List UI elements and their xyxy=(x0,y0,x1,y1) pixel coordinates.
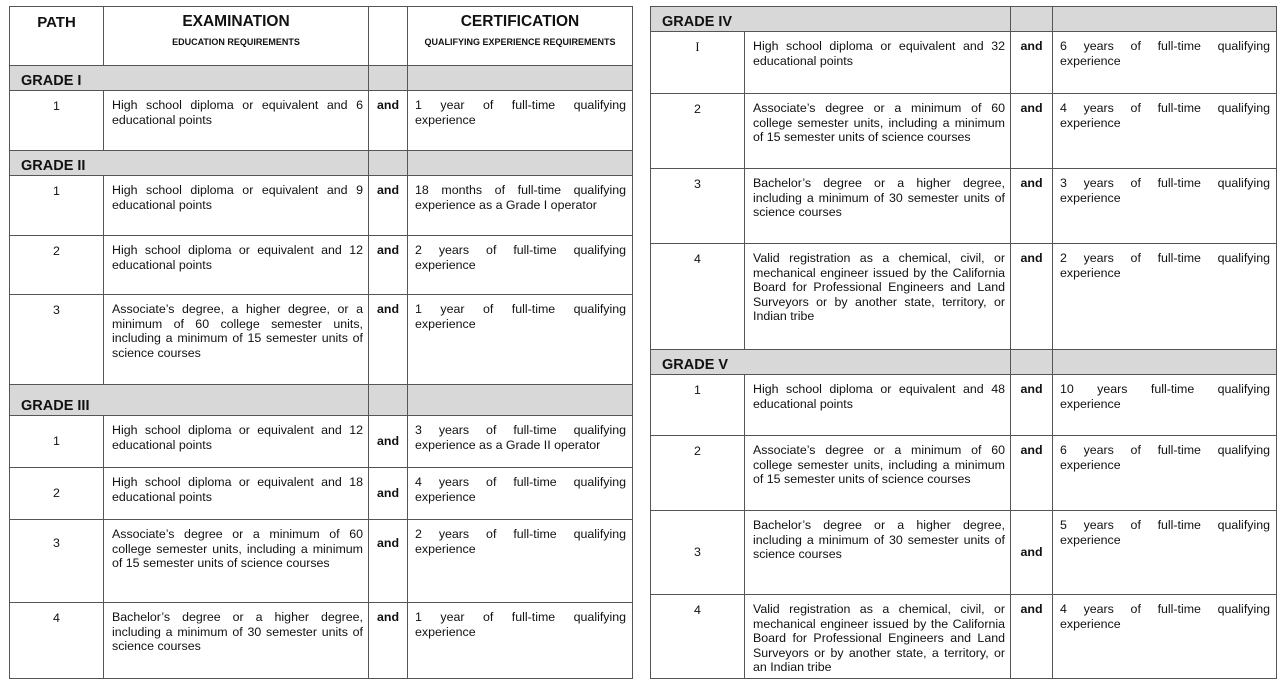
and-connector: and xyxy=(1011,94,1053,169)
header-row xyxy=(10,7,633,66)
and-connector: and xyxy=(1011,511,1053,595)
and-connector: and xyxy=(369,176,408,236)
grade-label: GRADE V xyxy=(651,350,1011,375)
education-requirement: Associate’s degree or a minimum of 60 college semester units, including a minimum of 15 semester units of science courses xyxy=(104,520,369,603)
table-row xyxy=(651,32,1277,94)
and-connector: and xyxy=(369,416,408,468)
experience-requirement: 3 years of full-time qualifying experience as a Grade II operator xyxy=(408,416,633,468)
path-number: 1 xyxy=(651,375,745,436)
and-connector: and xyxy=(369,468,408,520)
requirements-table-right xyxy=(650,6,1277,679)
and-connector: and xyxy=(369,236,408,295)
experience-requirement: 4 years of full-time qualifying experience xyxy=(1053,94,1277,169)
experience-requirement: 18 months of full-time qualifying experience as a Grade I operator xyxy=(408,176,633,236)
grade-label: GRADE I xyxy=(10,66,369,91)
education-requirement: Bachelor’s degree or a higher degree, including a minimum of 30 semester units of science courses xyxy=(745,169,1011,244)
experience-requirement: 5 years of full-time qualifying experience xyxy=(1053,511,1277,595)
experience-requirement: 1 year of full-time qualifying experience xyxy=(408,295,633,385)
path-number: 4 xyxy=(651,595,745,679)
table-row xyxy=(10,468,633,520)
header-blank xyxy=(369,7,408,66)
education-requirement: Valid registration as a chemical, civil, or mechanical engineer issued by the California Board for Professional Engineers and Land Surveyors or by another state, territory, or Indian tribe xyxy=(745,244,1011,350)
path-header: PATH xyxy=(10,7,104,66)
and-connector: and xyxy=(369,603,408,679)
experience-requirement: 3 years of full-time qualifying experience xyxy=(1053,169,1277,244)
table-row xyxy=(651,595,1277,679)
education-requirement: High school diploma or equivalent and 32 educational points xyxy=(745,32,1011,94)
education-requirement: Associate’s degree or a minimum of 60 college semester units, including a minimum of 15 semester units of science courses xyxy=(745,94,1011,169)
grade-i-row xyxy=(10,66,633,91)
education-requirements-subtitle: EDUCATION REQUIREMENTS xyxy=(172,36,300,47)
experience-requirement: 2 years of full-time qualifying experience xyxy=(408,520,633,603)
education-requirement: Valid registration as a chemical, civil, or mechanical engineer issued by the California Board for Professional Engineers and Land Surveyors or by another state, a territory, or an Indian tribe xyxy=(745,595,1011,679)
path-number: 2 xyxy=(10,236,104,295)
education-requirement: High school diploma or equivalent and 48 educational points xyxy=(745,375,1011,436)
path-number: 3 xyxy=(10,295,104,385)
table-row xyxy=(651,375,1277,436)
requirements-table-left xyxy=(9,6,633,679)
path-number: 1 xyxy=(10,91,104,151)
education-requirement: High school diploma or equivalent and 18 educational points xyxy=(104,468,369,520)
and-connector: and xyxy=(369,91,408,151)
qualifying-experience-subtitle: QUALIFYING EXPERIENCE REQUIREMENTS xyxy=(424,36,616,47)
path-number: 4 xyxy=(651,244,745,350)
education-requirement: Associate’s degree, a higher degree, or a minimum of 60 college semester units, including a minimum of 15 semester units of science courses xyxy=(104,295,369,385)
table-row xyxy=(10,416,633,468)
path-number: 2 xyxy=(10,468,104,520)
grade-label: GRADE III xyxy=(10,385,369,416)
education-requirement: High school diploma or equivalent and 9 educational points xyxy=(104,176,369,236)
education-requirement: High school diploma or equivalent and 6 educational points xyxy=(104,91,369,151)
experience-requirement: 4 years of full-time qualifying experience xyxy=(1053,595,1277,679)
path-number: I xyxy=(651,32,745,94)
education-requirement: High school diploma or equivalent and 12 educational points xyxy=(104,236,369,295)
table-row xyxy=(10,520,633,603)
education-requirement: Bachelor’s degree or a higher degree, including a minimum of 30 semester units of science courses xyxy=(745,511,1011,595)
education-requirement: Bachelor’s degree or a higher degree, including a minimum of 30 semester units of science courses xyxy=(104,603,369,679)
grade-iv-row xyxy=(651,7,1277,32)
examination-title: EXAMINATION xyxy=(182,13,290,30)
grade-label: GRADE II xyxy=(10,151,369,176)
table-row xyxy=(651,94,1277,169)
certification-header xyxy=(408,7,633,66)
experience-requirement: 2 years of full-time qualifying experience xyxy=(1053,244,1277,350)
table-row xyxy=(651,511,1277,595)
experience-requirement: 10 years full-time qualifying experience xyxy=(1053,375,1277,436)
table-row xyxy=(651,244,1277,350)
path-number: 2 xyxy=(651,94,745,169)
table-row xyxy=(10,236,633,295)
education-requirement: Associate’s degree or a minimum of 60 college semester units, including a minimum of 15 semester units of science courses xyxy=(745,436,1011,511)
path-number: 2 xyxy=(651,436,745,511)
and-connector: and xyxy=(1011,169,1053,244)
table-row xyxy=(651,436,1277,511)
table-row xyxy=(10,91,633,151)
table-row xyxy=(10,603,633,679)
path-number: 4 xyxy=(10,603,104,679)
experience-requirement: 6 years of full-time qualifying experience xyxy=(1053,436,1277,511)
grade-label: GRADE IV xyxy=(651,7,1011,32)
table-row xyxy=(10,295,633,385)
and-connector: and xyxy=(1011,436,1053,511)
path-number: 3 xyxy=(10,520,104,603)
experience-requirement: 6 years of full-time qualifying experience xyxy=(1053,32,1277,94)
experience-requirement: 2 years of full-time qualifying experience xyxy=(408,236,633,295)
and-connector: and xyxy=(1011,595,1053,679)
table-row xyxy=(651,169,1277,244)
and-connector: and xyxy=(369,520,408,603)
grade-iii-row xyxy=(10,385,633,416)
experience-requirement: 1 year of full-time qualifying experience xyxy=(408,603,633,679)
path-number: 3 xyxy=(651,169,745,244)
and-connector: and xyxy=(369,295,408,385)
examination-header xyxy=(104,7,369,66)
path-number: 3 xyxy=(651,511,745,595)
experience-requirement: 4 years of full-time qualifying experience xyxy=(408,468,633,520)
and-connector: and xyxy=(1011,375,1053,436)
and-connector: and xyxy=(1011,244,1053,350)
table-row xyxy=(10,176,633,236)
and-connector: and xyxy=(1011,32,1053,94)
certification-title: CERTIFICATION xyxy=(460,13,580,30)
grade-v-row xyxy=(651,350,1277,375)
experience-requirement: 1 year of full-time qualifying experience xyxy=(408,91,633,151)
grade-ii-row xyxy=(10,151,633,176)
path-number: 1 xyxy=(10,176,104,236)
education-requirement: High school diploma or equivalent and 12 educational points xyxy=(104,416,369,468)
path-number: 1 xyxy=(10,416,104,468)
